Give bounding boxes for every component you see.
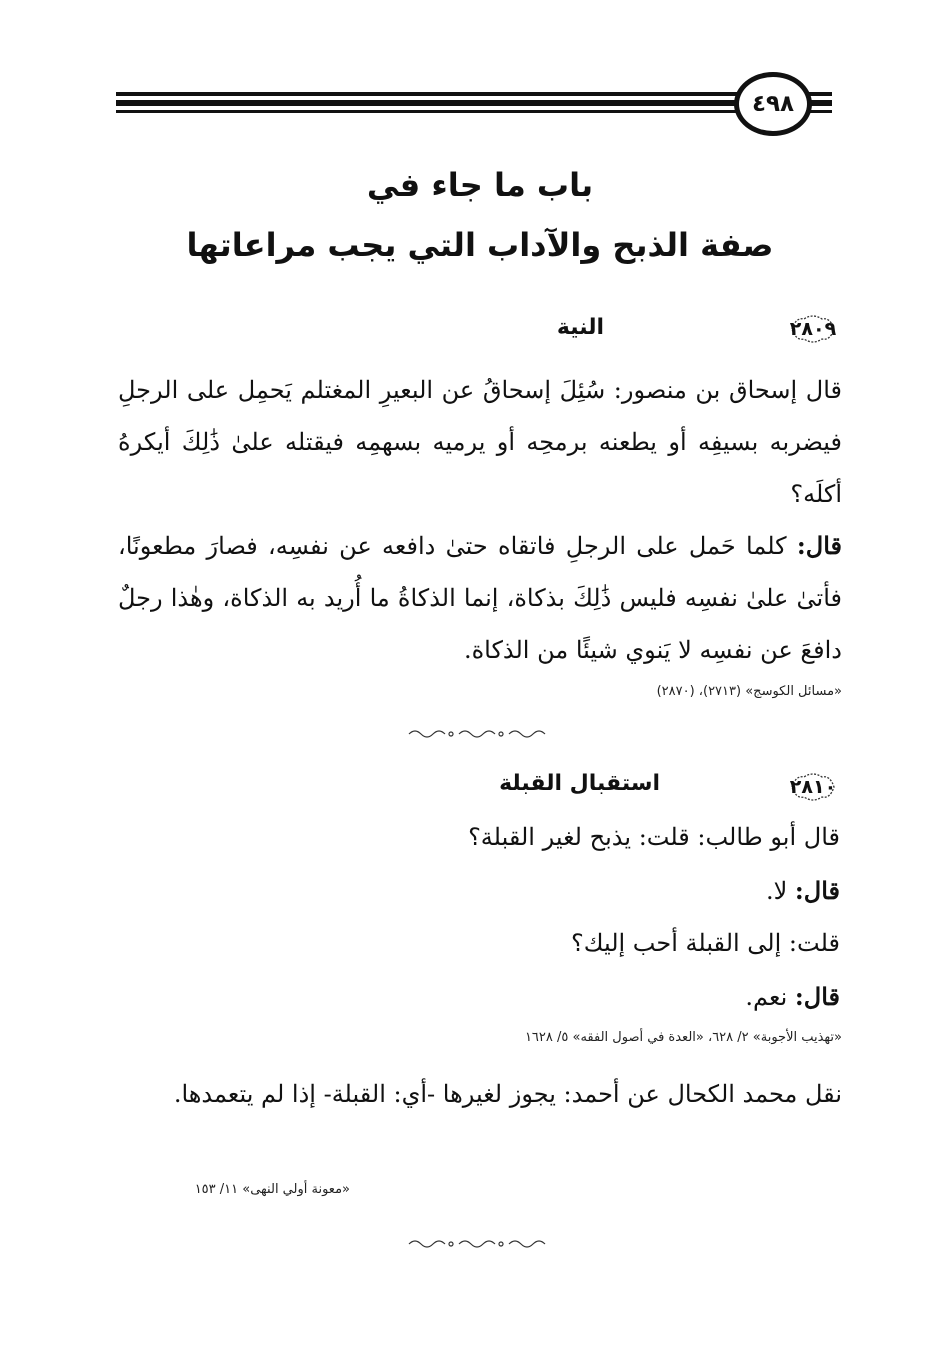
- paragraph-question: قال إسحاق بن منصور: سُئِلَ إسحاقُ عن البعيرِ المغتلم يَحمِل على الرجلِ فيضربه بسيفِه أو يطعنه برمحِه أو يرميه بسهمِه فيقتله علىٰ ذَٰلِكَ أيكرهُ أكلَه؟: [118, 376, 842, 508]
- section-title: استقبال القبلة: [499, 771, 660, 796]
- reference-citation: «مسائل الكوسج» (٢٧١٣)، (٢٨٧٠): [656, 684, 842, 699]
- answer-text: لا.: [765, 877, 795, 905]
- dialogue-line: [766, 876, 840, 905]
- speaker-label: قال:: [794, 982, 840, 1011]
- section-title: النية: [556, 315, 604, 340]
- answer-text: نعم.: [745, 983, 795, 1011]
- speaker-label: قال:: [796, 531, 843, 560]
- dialogue-line: قلت: إلى القبلة أحب إليك؟: [570, 929, 840, 957]
- section-number-badge: [786, 769, 840, 805]
- paragraph-answer: [118, 520, 842, 676]
- section-number: ٢٨١٠: [789, 776, 837, 798]
- chapter-title-line1: باب ما جاء في: [366, 166, 594, 204]
- page-number: ٤٩٨: [734, 72, 812, 136]
- answer-text: كلما حَمل على الرجلِ فاتقاه حتىٰ دافعه عن نفسِه، فصارَ مطعونًا، فأتىٰ علىٰ نفسِه فليس ذَٰلِكَ بذكاة، إنما الذكاةُ ما أُريد به الذكاة، وهٰذا رجلٌ دافعَ عن نفسِه لا يَنوي شيئًا من الذكاة.: [118, 532, 842, 664]
- dialogue-line: قال أبو طالب: قلت: يذبح لغير القبلة؟: [468, 823, 840, 851]
- chapter-title-line2: صفة الذبح والآداب التي يجب مراعاتها: [186, 226, 774, 264]
- ornament-divider-icon: [405, 727, 555, 741]
- dialogue-line: [745, 982, 840, 1011]
- section-heading-2810: [100, 769, 840, 809]
- reference-citation: «تهذيب الأجوبة» ٢/ ٦٢٨، «العدة في أصول الفقه» ٥/ ١٦٢٨: [524, 1030, 842, 1045]
- speaker-label: قال:: [794, 876, 840, 905]
- header-rule: [116, 90, 832, 120]
- section-number: ٢٨٠٩: [789, 318, 837, 340]
- section-number-badge: [786, 311, 840, 347]
- section-heading-2809: [100, 311, 840, 351]
- paragraph-note: نقل محمد الكحال عن أحمد: يجوز لغيرها -أي: القبلة- إذا لم يتعمدها.: [173, 1080, 842, 1108]
- ornament-divider-icon: [405, 1237, 555, 1251]
- reference-citation: «معونة أولي النهى» ١١/ ١٥٣: [194, 1182, 350, 1197]
